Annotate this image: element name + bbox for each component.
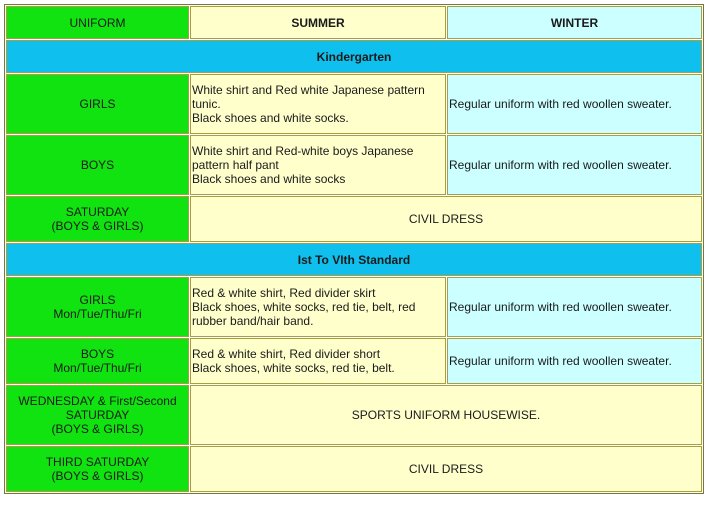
merged-cell: CIVIL DRESS [190, 196, 702, 242]
summer-line: rubber band/hair band. [192, 314, 314, 328]
summer-line: pattern half pant [192, 158, 279, 172]
section-title: Kindergarten [6, 40, 702, 73]
label-line: THIRD SATURDAY [45, 455, 150, 469]
label-line: (BOYS & GIRLS) [51, 422, 144, 436]
row-label [6, 338, 189, 384]
winter-cell: Regular uniform with red woollen sweater. [447, 74, 702, 134]
row-label [6, 446, 189, 492]
summer-line: tunic. [192, 97, 221, 111]
summer-line: Black shoes, white socks, red tie, belt. [192, 361, 395, 375]
label-line: BOYS [80, 158, 115, 172]
label-line: SATURDAY [65, 205, 130, 219]
section-title: Ist To VIth Standard [6, 243, 702, 276]
label-line: GIRLS [79, 97, 116, 111]
summer-line: Black shoes and white socks [192, 172, 346, 186]
summer-line: White shirt and Red white Japanese pattern [192, 83, 425, 97]
table-row [6, 277, 702, 337]
label-line: (BOYS & GIRLS) [51, 219, 144, 233]
summer-cell [190, 338, 446, 384]
row-label [6, 74, 189, 134]
row-label [6, 196, 189, 242]
header-summer: SUMMER [190, 6, 446, 39]
table-row [6, 74, 702, 134]
merged-cell: CIVIL DRESS [190, 446, 702, 492]
label-line: WEDNESDAY & First/Second [18, 394, 177, 408]
summer-line: Red & white shirt, Red divider short [192, 347, 381, 361]
section-row-standard [6, 243, 702, 276]
label-line: BOYS [80, 347, 115, 361]
summer-line: Black shoes and white socks. [192, 111, 349, 125]
summer-line: Black shoes, white socks, red tie, belt, red [192, 300, 416, 314]
summer-line: Red & white shirt, Red divider skirt [192, 286, 376, 300]
table-row [6, 446, 702, 492]
summer-cell [190, 277, 446, 337]
uniform-table [4, 4, 704, 494]
table-row [6, 135, 702, 195]
table-row [6, 338, 702, 384]
summer-cell [190, 74, 446, 134]
label-line: GIRLS [79, 293, 116, 307]
label-line: Mon/Tue/Thu/Fri [53, 361, 142, 375]
table-row [6, 385, 702, 445]
winter-cell: Regular uniform with red woollen sweater. [447, 135, 702, 195]
row-label [6, 135, 189, 195]
summer-line: White shirt and Red-white boys Japanese [192, 144, 414, 158]
winter-cell: Regular uniform with red woollen sweater. [447, 277, 702, 337]
row-label [6, 385, 189, 445]
header-row [6, 6, 702, 39]
label-line: Mon/Tue/Thu/Fri [53, 307, 142, 321]
label-line: SATURDAY [65, 408, 130, 422]
header-uniform: UNIFORM [6, 6, 189, 39]
header-winter: WINTER [447, 6, 702, 39]
winter-cell: Regular uniform with red woollen sweater. [447, 338, 702, 384]
summer-cell [190, 135, 446, 195]
table-row [6, 196, 702, 242]
section-row-kindergarten [6, 40, 702, 73]
row-label [6, 277, 189, 337]
label-line: (BOYS & GIRLS) [51, 469, 144, 483]
merged-cell: SPORTS UNIFORM HOUSEWISE. [190, 385, 702, 445]
